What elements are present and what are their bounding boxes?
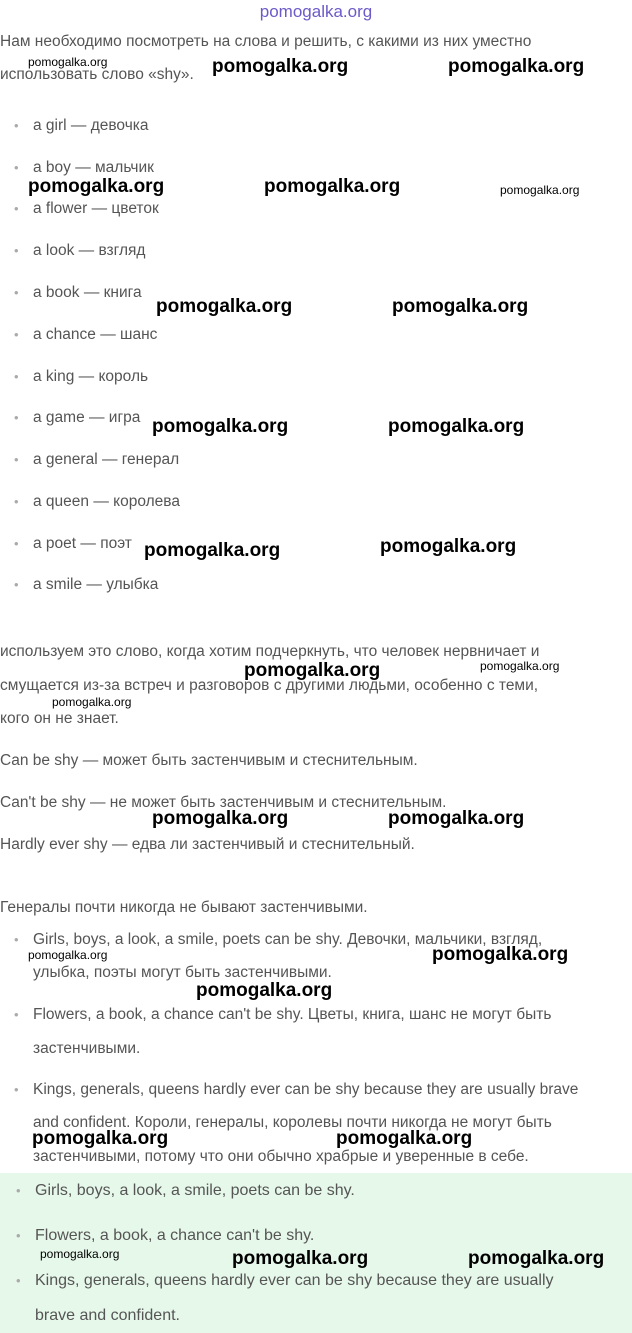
- watermark: pomogalka.org: [52, 695, 132, 709]
- watermark: pomogalka.org: [388, 416, 525, 437]
- watermark: pomogalka.org: [28, 948, 108, 962]
- watermark: pomogalka.org: [144, 540, 281, 561]
- answer-item-line: застенчивыми, потому что они обычно храбрые и уверенные в себе.: [33, 1148, 529, 1165]
- site-header-link[interactable]: pomogalka.org: [259, 2, 373, 21]
- answer-item: • Kings, generals, queens hardly ever can be shy because they are usually brave: [33, 1081, 578, 1099]
- word-item: • a flower — цветок: [33, 200, 159, 218]
- explanation-line-3: кого он не знает.: [0, 710, 119, 727]
- watermark: pomogalka.org: [264, 176, 401, 197]
- answer-item-line: and confident. Короли, генералы, королевы почти никогда не могут быть: [33, 1114, 552, 1131]
- watermark: pomogalka.org: [468, 1248, 605, 1269]
- word-item: • a poet — поэт: [33, 535, 132, 553]
- watermark: pomogalka.org: [152, 808, 289, 829]
- intro-line-2: использовать слово «shy».: [0, 66, 194, 83]
- watermark: pomogalka.org: [388, 808, 525, 829]
- example-sentence: Генералы почти никогда не бывают застенчивыми.: [0, 899, 368, 916]
- phrase-cant-be-shy: Can't be shy — не может быть застенчивым и стеснительным.: [0, 794, 447, 811]
- final-item: • Kings, generals, queens hardly ever can be shy because they are usually: [35, 1272, 554, 1290]
- watermark: pomogalka.org: [32, 1128, 169, 1149]
- word-item: • a look — взгляд: [33, 242, 145, 260]
- final-item: • Flowers, a book, a chance can't be shy.: [35, 1227, 314, 1245]
- watermark: pomogalka.org: [480, 659, 560, 673]
- word-item: • a king — король: [33, 368, 148, 386]
- watermark: pomogalka.org: [432, 944, 569, 965]
- answer-item-line: улыбка, поэты могут быть застенчивыми.: [33, 964, 332, 981]
- watermark: pomogalka.org: [244, 660, 381, 681]
- word-item: • a game — игра: [33, 409, 140, 427]
- word-item: • a general — генерал: [33, 451, 179, 469]
- watermark: pomogalka.org: [500, 183, 580, 197]
- watermark: pomogalka.org: [212, 56, 349, 77]
- answer-item-line: застенчивыми.: [33, 1040, 141, 1057]
- phrase-hardly-ever-shy: Hardly ever shy — едва ли застенчивый и стеснительный.: [0, 836, 415, 853]
- word-item: • a chance — шанс: [33, 326, 157, 344]
- watermark: pomogalka.org: [196, 980, 333, 1001]
- watermark: pomogalka.org: [232, 1248, 369, 1269]
- intro-line-1: Нам необходимо посмотреть на слова и решить, с какими из них уместно: [0, 33, 532, 50]
- explanation-line-2: смущается из-за встреч и разговоров с другими людьми, особенно с теми,: [0, 677, 539, 694]
- watermark: pomogalka.org: [40, 1247, 120, 1261]
- watermark: pomogalka.org: [28, 55, 108, 69]
- word-item: • a smile — улыбка: [33, 576, 158, 594]
- watermark: pomogalka.org: [448, 56, 585, 77]
- phrase-can-be-shy: Can be shy — может быть застенчивым и стеснительным.: [0, 752, 418, 769]
- answer-item: • Flowers, a book, a chance can't be shy. Цветы, книга, шанс не могут быть: [33, 1006, 551, 1024]
- watermark: pomogalka.org: [156, 296, 293, 317]
- watermark: pomogalka.org: [152, 416, 289, 437]
- watermark: pomogalka.org: [336, 1128, 473, 1149]
- word-item: • a girl — девочка: [33, 117, 149, 135]
- watermark: pomogalka.org: [392, 296, 529, 317]
- final-item-line: brave and confident.: [35, 1307, 180, 1324]
- word-item: • a queen — королева: [33, 493, 180, 511]
- answer-item: • Girls, boys, a look, a smile, poets can be shy. Девочки, мальчики, взгляд,: [33, 931, 542, 949]
- word-item: • a book — книга: [33, 284, 142, 302]
- final-item: • Girls, boys, a look, a smile, poets can be shy.: [35, 1182, 355, 1200]
- explanation-line-1: используем это слово, когда хотим подчеркнуть, что человек нервничает и: [0, 643, 540, 660]
- watermark: pomogalka.org: [28, 176, 165, 197]
- word-item: • a boy — мальчик: [33, 159, 154, 177]
- watermark: pomogalka.org: [380, 536, 517, 557]
